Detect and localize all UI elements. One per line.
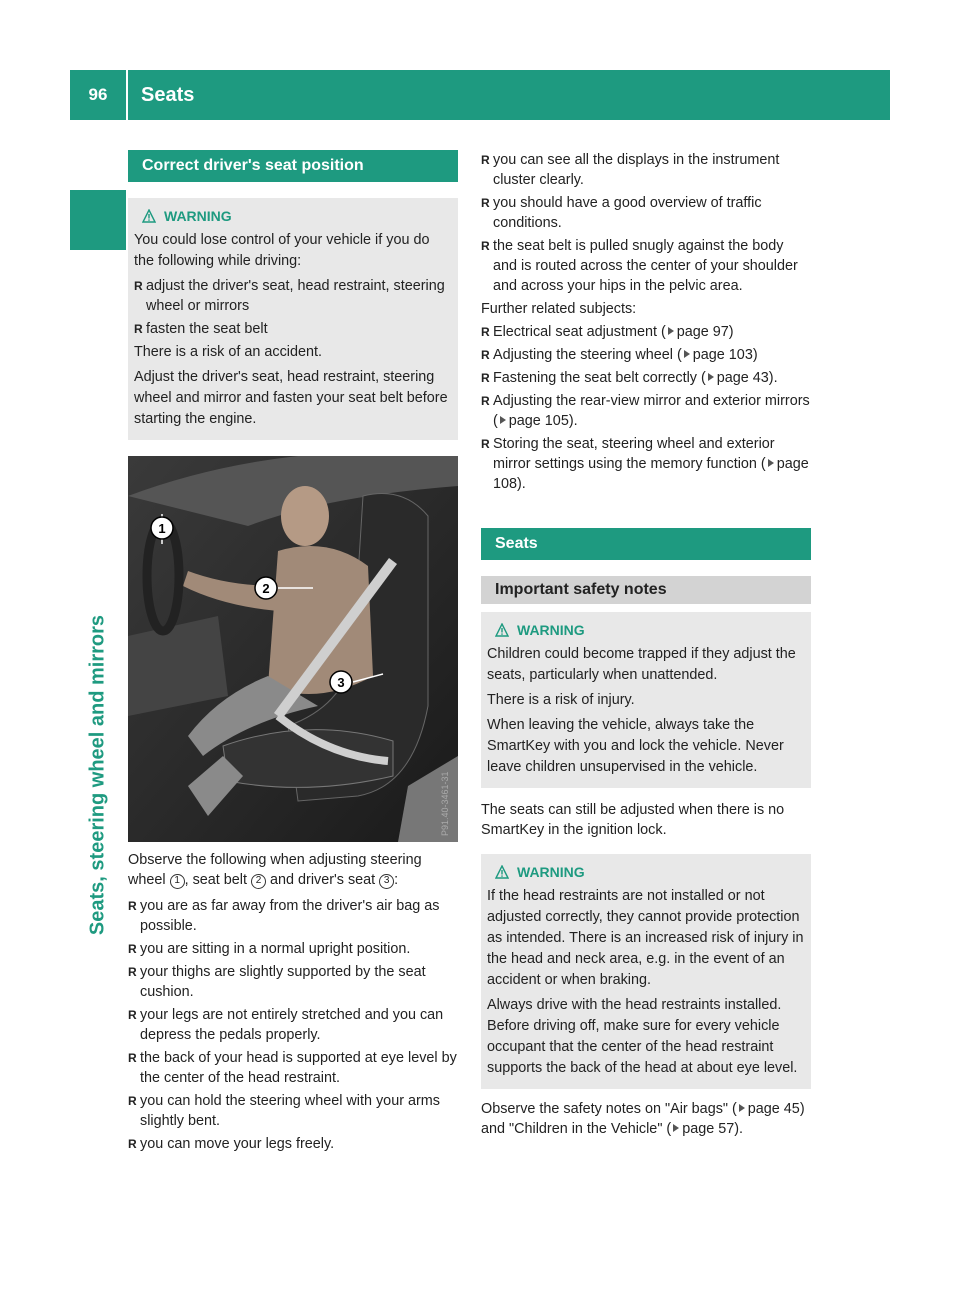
observe-text-a: Observe the following when adjusting steering wheel: [128, 852, 422, 888]
warning-label: WARNING: [164, 208, 232, 224]
chapter-side-label: Seats, steering wheel and mirrors: [86, 614, 109, 936]
related-subjects-list: [481, 322, 811, 494]
warning-header: [487, 862, 805, 882]
observe-text-c: and driver's seat: [266, 872, 380, 888]
figure-code: P91.40-3461-31: [440, 771, 450, 836]
safety-notes-reference: [481, 1099, 811, 1139]
warning-intro: You could lose control of your vehicle if you do the following while driving:: [134, 232, 430, 269]
page-ref-arrow-icon: [708, 373, 714, 381]
chapter-tab-marker: [70, 190, 126, 250]
warning-bullet: R fasten the seat belt: [134, 319, 452, 339]
subheading-important-safety-notes: Important safety notes: [481, 576, 811, 604]
warning-instruction: Adjust the driver's seat, head restraint, steering wheel and mirror and fasten your seat belt before starting the engine.: [134, 369, 448, 427]
seats-adjust-note: The seats can still be adjusted when there is no SmartKey in the ignition lock.: [481, 802, 785, 838]
related-link-mirrors[interactable]: R Adjusting the rear-view mirror and exterior mirrors ( page 105).: [481, 391, 811, 431]
section-heading-driver-seat: Correct driver's seat position: [128, 150, 458, 182]
page-ref-arrow-icon: [500, 416, 506, 424]
warning-box: [481, 854, 811, 1089]
list-item: R your legs are not entirely stretched and you can depress the pedals properly.: [128, 1005, 458, 1045]
page-ref-arrow-icon: [739, 1104, 745, 1112]
list-item: R you are sitting in a normal upright position.: [128, 939, 458, 959]
warning-label: WARNING: [517, 622, 585, 638]
related-link-memory-function[interactable]: R Storing the seat, steering wheel and exterior mirror settings using the memory function ( page 108).: [481, 434, 811, 494]
callout-2-inline: 2: [251, 874, 266, 889]
observe-list-continued: [481, 150, 811, 296]
list-item: R the seat belt is pulled snugly against the body and is routed across the center of your shoulder and across your hips in the pelvic area.: [481, 236, 811, 296]
observe-list: [128, 896, 458, 1154]
warning-triangle-icon: [495, 865, 509, 879]
warning-text: Children could become trapped if they adjust the seats, particularly when unattended.: [487, 646, 796, 683]
page-ref-arrow-icon: [684, 350, 690, 358]
warning-header: [134, 206, 452, 226]
warning-box: [481, 612, 811, 788]
list-item: R you can hold the steering wheel with your arms slightly bent.: [128, 1091, 458, 1131]
warning-bullets: [134, 276, 452, 339]
list-item: R the back of your head is supported at eye level by the center of the head restraint.: [128, 1048, 458, 1088]
warning-triangle-icon: [142, 209, 156, 223]
page-ref-arrow-icon: [673, 1124, 679, 1132]
list-item: R your thighs are slightly supported by the seat cushion.: [128, 962, 458, 1002]
warning-header: [487, 620, 805, 640]
ref-text-a: Observe the safety notes on "Air bags" (: [481, 1101, 737, 1117]
page-ref-arrow-icon: [668, 327, 674, 335]
warning-box: [128, 198, 458, 440]
right-column: [481, 150, 811, 1142]
warning-text: When leaving the vehicle, always take the SmartKey with you and lock the vehicle. Never leave children unsupervised in the vehicle.: [487, 717, 784, 775]
observe-text-d: :: [394, 872, 399, 888]
observe-text-b: , seat belt: [184, 872, 252, 888]
callout-3-inline: 3: [379, 874, 394, 889]
list-item: R you are as far away from the driver's air bag as possible.: [128, 896, 458, 936]
list-item: R you can see all the displays in the instrument cluster clearly.: [481, 150, 811, 190]
callout-1-inline: 1: [170, 874, 185, 889]
related-link-seat-adjustment[interactable]: R Electrical seat adjustment ( page 97): [481, 322, 811, 342]
further-subjects-label: Further related subjects:: [481, 301, 637, 317]
warning-risk: There is a risk of an accident.: [134, 344, 322, 360]
warning-triangle-icon: [495, 623, 509, 637]
figure-callout-3-label: 3: [337, 675, 345, 690]
page-ref-children[interactable]: page 57: [682, 1121, 735, 1137]
ref-text-c: ).: [734, 1121, 744, 1137]
warning-bullet: R adjust the driver's seat, head restraint, steering wheel or mirrors: [134, 276, 452, 316]
related-link-steering-wheel[interactable]: R Adjusting the steering wheel ( page 103): [481, 345, 811, 365]
page-number: 96: [88, 85, 108, 104]
list-item: R you should have a good overview of traffic conditions.: [481, 193, 811, 233]
page-title: Seats: [141, 83, 195, 106]
left-column: [128, 150, 458, 1157]
warning-text: Always drive with the head restraints installed. Before driving off, make sure for every vehicle occupant that the center of the head restraint supports the back of the head at about eye level.: [487, 997, 798, 1076]
section-heading-seats: Seats: [481, 528, 811, 560]
page-ref-arrow-icon: [768, 459, 774, 467]
list-item: R you can move your legs freely.: [128, 1134, 458, 1154]
warning-label: WARNING: [517, 864, 585, 880]
observe-intro: [128, 850, 458, 890]
warning-text: If the head restraints are not installed or not adjusted correctly, they cannot provide protection as intended. There is an increased risk of injury in the head and neck area, e.g. in the event of an accident or when braking.: [487, 888, 804, 988]
page-ref-air-bags[interactable]: page 45: [747, 1101, 800, 1117]
related-link-seat-belt[interactable]: R Fastening the seat belt correctly ( page 43).: [481, 368, 811, 388]
warning-text: There is a risk of injury.: [487, 692, 635, 708]
figure-callout-2-label: 2: [262, 581, 270, 596]
header-divider: [126, 70, 128, 120]
figure-callout-1-label: 1: [158, 521, 166, 536]
ref-text-b: ) and "Children in the Vehicle" (: [481, 1101, 805, 1137]
driver-seat-position-figure: [128, 456, 458, 842]
